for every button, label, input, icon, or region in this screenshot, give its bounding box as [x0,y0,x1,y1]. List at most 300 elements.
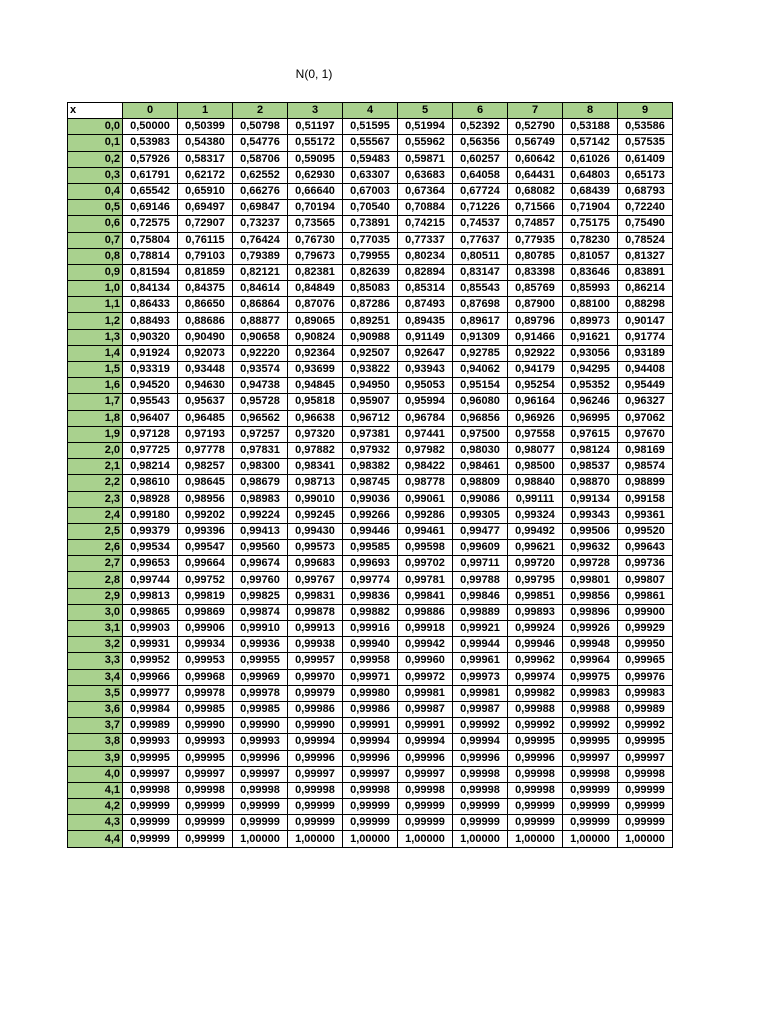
value-cell[interactable]: 0,99975 [563,669,618,685]
row-header-cell[interactable]: 3,3 [68,653,123,669]
value-cell[interactable]: 0,72575 [123,216,178,232]
value-cell[interactable]: 0,99991 [343,718,398,734]
value-cell[interactable]: 0,99983 [618,685,673,701]
row-header-cell[interactable]: 0,4 [68,183,123,199]
value-cell[interactable]: 0,99774 [343,572,398,588]
value-cell[interactable]: 0,99996 [343,750,398,766]
value-cell[interactable]: 0,99982 [508,685,563,701]
value-cell[interactable]: 0,99918 [398,621,453,637]
value-cell[interactable]: 0,98899 [618,475,673,491]
value-cell[interactable]: 0,99993 [233,734,288,750]
value-cell[interactable]: 0,99305 [453,507,508,523]
value-cell[interactable]: 0,99973 [453,669,508,685]
value-cell[interactable]: 0,98077 [508,442,563,458]
value-cell[interactable]: 0,99180 [123,507,178,523]
value-cell[interactable]: 0,68439 [563,183,618,199]
value-cell[interactable]: 0,99010 [288,491,343,507]
value-cell[interactable]: 0,99896 [563,604,618,620]
value-cell[interactable]: 0,82894 [398,264,453,280]
value-cell[interactable]: 0,99998 [453,766,508,782]
value-cell[interactable]: 0,99995 [178,750,233,766]
value-cell[interactable]: 0,70194 [288,200,343,216]
value-cell[interactable]: 0,61791 [123,167,178,183]
value-cell[interactable]: 0,99086 [453,491,508,507]
value-cell[interactable]: 0,67003 [343,183,398,199]
value-cell[interactable]: 0,68793 [618,183,673,199]
value-cell[interactable]: 0,71226 [453,200,508,216]
value-cell[interactable]: 0,86214 [618,281,673,297]
value-cell[interactable]: 0,97982 [398,442,453,458]
value-cell[interactable]: 0,99996 [453,750,508,766]
value-cell[interactable]: 0,97558 [508,426,563,442]
value-cell[interactable]: 0,99846 [453,588,508,604]
value-cell[interactable]: 0,78814 [123,248,178,264]
row-header-cell[interactable]: 2,5 [68,523,123,539]
value-cell[interactable]: 0,99998 [508,782,563,798]
value-cell[interactable]: 0,97320 [288,426,343,442]
row-header-cell[interactable]: 1,3 [68,329,123,345]
value-cell[interactable]: 0,89435 [398,313,453,329]
value-cell[interactable]: 0,93319 [123,362,178,378]
value-cell[interactable]: 0,64058 [453,167,508,183]
value-cell[interactable]: 0,86433 [123,297,178,313]
value-cell[interactable]: 0,79955 [343,248,398,264]
value-cell[interactable]: 0,85543 [453,281,508,297]
value-cell[interactable]: 0,99958 [343,653,398,669]
value-cell[interactable]: 0,99992 [618,718,673,734]
value-cell[interactable]: 0,95449 [618,378,673,394]
value-cell[interactable]: 0,94630 [178,378,233,394]
value-cell[interactable]: 0,99728 [563,556,618,572]
value-cell[interactable]: 0,97932 [343,442,398,458]
value-cell[interactable]: 0,92507 [343,345,398,361]
value-cell[interactable]: 0,98956 [178,491,233,507]
value-cell[interactable]: 0,72907 [178,216,233,232]
value-cell[interactable]: 0,99720 [508,556,563,572]
value-cell[interactable]: 0,87900 [508,297,563,313]
value-cell[interactable]: 0,99992 [563,718,618,734]
value-cell[interactable]: 0,52392 [453,119,508,135]
value-cell[interactable]: 0,99992 [453,718,508,734]
value-cell[interactable]: 0,98840 [508,475,563,491]
row-header-cell[interactable]: 1,8 [68,410,123,426]
value-cell[interactable]: 0,93574 [233,362,288,378]
value-cell[interactable]: 0,99461 [398,523,453,539]
value-cell[interactable]: 0,99851 [508,588,563,604]
value-cell[interactable]: 0,83646 [563,264,618,280]
value-cell[interactable]: 0,90658 [233,329,288,345]
value-cell[interactable]: 0,85993 [563,281,618,297]
column-header[interactable]: 1 [178,103,233,119]
row-header-cell[interactable]: 4,4 [68,831,123,847]
value-cell[interactable]: 0,77637 [453,232,508,248]
value-cell[interactable]: 0,99903 [123,621,178,637]
column-header[interactable]: 6 [453,103,508,119]
row-header-cell[interactable]: 2,8 [68,572,123,588]
value-cell[interactable]: 0,99664 [178,556,233,572]
value-cell[interactable]: 0,95728 [233,394,288,410]
value-cell[interactable]: 0,96485 [178,410,233,426]
value-cell[interactable]: 0,94738 [233,378,288,394]
value-cell[interactable]: 0,99913 [288,621,343,637]
value-cell[interactable]: 0,99343 [563,507,618,523]
value-cell[interactable]: 0,81327 [618,248,673,264]
value-cell[interactable]: 1,00000 [233,831,288,847]
value-cell[interactable]: 0,98500 [508,459,563,475]
value-cell[interactable]: 0,98870 [563,475,618,491]
value-cell[interactable]: 0,99653 [123,556,178,572]
value-cell[interactable]: 0,55567 [343,135,398,151]
value-cell[interactable]: 0,53586 [618,119,673,135]
value-cell[interactable]: 0,61026 [563,151,618,167]
value-cell[interactable]: 0,93822 [343,362,398,378]
value-cell[interactable]: 0,99492 [508,523,563,539]
value-cell[interactable]: 0,76730 [288,232,343,248]
value-cell[interactable]: 0,87493 [398,297,453,313]
row-header-cell[interactable]: 0,1 [68,135,123,151]
value-cell[interactable]: 0,99573 [288,540,343,556]
value-cell[interactable]: 0,98382 [343,459,398,475]
value-cell[interactable]: 0,71904 [563,200,618,216]
value-cell[interactable]: 0,99534 [123,540,178,556]
value-cell[interactable]: 0,97441 [398,426,453,442]
value-cell[interactable]: 0,99865 [123,604,178,620]
row-header-cell[interactable]: 1,5 [68,362,123,378]
value-cell[interactable]: 1,00000 [508,831,563,847]
value-cell[interactable]: 0,69146 [123,200,178,216]
value-cell[interactable]: 0,95637 [178,394,233,410]
value-cell[interactable]: 0,99998 [508,766,563,782]
value-cell[interactable]: 0,83398 [508,264,563,280]
row-header-cell[interactable]: 3,0 [68,604,123,620]
value-cell[interactable]: 0,99971 [343,669,398,685]
value-cell[interactable]: 0,79103 [178,248,233,264]
value-cell[interactable]: 0,99995 [618,734,673,750]
value-cell[interactable]: 0,99506 [563,523,618,539]
value-cell[interactable]: 0,53188 [563,119,618,135]
value-cell[interactable]: 0,99946 [508,637,563,653]
value-cell[interactable]: 0,98745 [343,475,398,491]
value-cell[interactable]: 0,57535 [618,135,673,151]
value-cell[interactable]: 0,99430 [288,523,343,539]
row-header-cell[interactable]: 3,8 [68,734,123,750]
value-cell[interactable]: 0,81594 [123,264,178,280]
value-cell[interactable]: 0,99910 [233,621,288,637]
value-cell[interactable]: 0,99936 [233,637,288,653]
value-cell[interactable]: 0,91466 [508,329,563,345]
value-cell[interactable]: 0,99643 [618,540,673,556]
value-cell[interactable]: 0,78230 [563,232,618,248]
value-cell[interactable]: 0,78524 [618,232,673,248]
row-header-cell[interactable]: 3,9 [68,750,123,766]
value-cell[interactable]: 0,52790 [508,119,563,135]
value-cell[interactable]: 1,00000 [288,831,343,847]
value-cell[interactable]: 0,99760 [233,572,288,588]
value-cell[interactable]: 0,88100 [563,297,618,313]
value-cell[interactable]: 0,98461 [453,459,508,475]
value-cell[interactable]: 0,99964 [563,653,618,669]
value-cell[interactable]: 0,99736 [618,556,673,572]
value-cell[interactable]: 0,94062 [453,362,508,378]
value-cell[interactable]: 0,94179 [508,362,563,378]
value-cell[interactable]: 0,99986 [288,701,343,717]
value-cell[interactable]: 0,96327 [618,394,673,410]
value-cell[interactable]: 0,98574 [618,459,673,475]
value-cell[interactable]: 0,99111 [508,491,563,507]
value-cell[interactable]: 0,99996 [508,750,563,766]
value-cell[interactable]: 0,62172 [178,167,233,183]
value-cell[interactable]: 0,99972 [398,669,453,685]
value-cell[interactable]: 0,99993 [178,734,233,750]
value-cell[interactable]: 0,94520 [123,378,178,394]
value-cell[interactable]: 0,79389 [233,248,288,264]
value-cell[interactable]: 0,98124 [563,442,618,458]
value-cell[interactable]: 0,88493 [123,313,178,329]
value-cell[interactable]: 0,68082 [508,183,563,199]
value-cell[interactable]: 0,96712 [343,410,398,426]
value-cell[interactable]: 0,96638 [288,410,343,426]
row-header-cell[interactable]: 0,7 [68,232,123,248]
value-cell[interactable]: 0,99446 [343,523,398,539]
value-cell[interactable]: 0,75175 [563,216,618,232]
value-cell[interactable]: 0,99997 [233,766,288,782]
row-header-cell[interactable]: 2,0 [68,442,123,458]
value-cell[interactable]: 0,99999 [233,815,288,831]
value-cell[interactable]: 0,98610 [123,475,178,491]
value-cell[interactable]: 0,87076 [288,297,343,313]
value-cell[interactable]: 0,75804 [123,232,178,248]
value-cell[interactable]: 0,99781 [398,572,453,588]
value-cell[interactable]: 0,99999 [618,799,673,815]
value-cell[interactable]: 0,99952 [123,653,178,669]
value-cell[interactable]: 0,99998 [233,782,288,798]
value-cell[interactable]: 0,99520 [618,523,673,539]
value-cell[interactable]: 0,57142 [563,135,618,151]
value-cell[interactable]: 0,96407 [123,410,178,426]
value-cell[interactable]: 0,99940 [343,637,398,653]
row-header-cell[interactable]: 2,6 [68,540,123,556]
value-cell[interactable]: 0,99878 [288,604,343,620]
value-cell[interactable]: 0,99711 [453,556,508,572]
value-cell[interactable]: 0,99813 [123,588,178,604]
value-cell[interactable]: 0,99994 [288,734,343,750]
value-cell[interactable]: 0,96562 [233,410,288,426]
value-cell[interactable]: 0,99801 [563,572,618,588]
value-cell[interactable]: 0,56356 [453,135,508,151]
value-cell[interactable]: 0,99683 [288,556,343,572]
row-header-cell[interactable]: 1,1 [68,297,123,313]
row-header-cell[interactable]: 0,0 [68,119,123,135]
value-cell[interactable]: 0,99998 [563,766,618,782]
value-cell[interactable]: 0,89251 [343,313,398,329]
value-cell[interactable]: 0,94295 [563,362,618,378]
column-header[interactable]: 4 [343,103,398,119]
value-cell[interactable]: 0,90490 [178,329,233,345]
value-cell[interactable]: 0,64431 [508,167,563,183]
value-cell[interactable]: 0,99999 [178,799,233,815]
value-cell[interactable]: 0,99752 [178,572,233,588]
row-header-cell[interactable]: 0,6 [68,216,123,232]
value-cell[interactable]: 0,95053 [398,378,453,394]
value-cell[interactable]: 0,97778 [178,442,233,458]
value-cell[interactable]: 0,96856 [453,410,508,426]
value-cell[interactable]: 0,86864 [233,297,288,313]
value-cell[interactable]: 0,99999 [453,799,508,815]
value-cell[interactable]: 0,99926 [563,621,618,637]
value-cell[interactable]: 0,82639 [343,264,398,280]
value-cell[interactable]: 0,75490 [618,216,673,232]
value-cell[interactable]: 0,55962 [398,135,453,151]
value-cell[interactable]: 0,99988 [508,701,563,717]
value-cell[interactable]: 0,99934 [178,637,233,653]
value-cell[interactable]: 0,98257 [178,459,233,475]
value-cell[interactable]: 0,95907 [343,394,398,410]
value-cell[interactable]: 0,99999 [178,831,233,847]
value-cell[interactable]: 0,98645 [178,475,233,491]
value-cell[interactable]: 0,99999 [343,799,398,815]
value-cell[interactable]: 0,99819 [178,588,233,604]
value-cell[interactable]: 0,99924 [508,621,563,637]
value-cell[interactable]: 0,93448 [178,362,233,378]
row-header-cell[interactable]: 4,2 [68,799,123,815]
value-cell[interactable]: 0,67364 [398,183,453,199]
value-cell[interactable]: 0,99986 [343,701,398,717]
row-header-cell[interactable]: 1,6 [68,378,123,394]
value-cell[interactable]: 0,99036 [343,491,398,507]
column-header[interactable]: 7 [508,103,563,119]
value-cell[interactable]: 0,99929 [618,621,673,637]
value-cell[interactable]: 0,99942 [398,637,453,653]
value-cell[interactable]: 0,99916 [343,621,398,637]
value-cell[interactable]: 0,50798 [233,119,288,135]
value-cell[interactable]: 0,98713 [288,475,343,491]
value-cell[interactable]: 0,98679 [233,475,288,491]
value-cell[interactable]: 0,99997 [123,766,178,782]
value-cell[interactable]: 0,99999 [563,815,618,831]
row-header-cell[interactable]: 4,1 [68,782,123,798]
value-cell[interactable]: 0,57926 [123,151,178,167]
value-cell[interactable]: 0,97257 [233,426,288,442]
value-cell[interactable]: 0,99955 [233,653,288,669]
value-cell[interactable]: 0,99999 [618,815,673,831]
value-cell[interactable]: 0,98422 [398,459,453,475]
value-cell[interactable]: 0,97193 [178,426,233,442]
row-header-cell[interactable]: 0,3 [68,167,123,183]
value-cell[interactable]: 0,81859 [178,264,233,280]
value-cell[interactable]: 0,53983 [123,135,178,151]
value-cell[interactable]: 0,99997 [343,766,398,782]
value-cell[interactable]: 0,84375 [178,281,233,297]
value-cell[interactable]: 0,91149 [398,329,453,345]
row-header-cell[interactable]: 2,7 [68,556,123,572]
value-cell[interactable]: 0,79673 [288,248,343,264]
value-cell[interactable]: 0,98300 [233,459,288,475]
corner-cell[interactable]: x [68,103,123,119]
value-cell[interactable]: 0,82121 [233,264,288,280]
value-cell[interactable]: 0,99874 [233,604,288,620]
value-cell[interactable]: 0,95154 [453,378,508,394]
value-cell[interactable]: 0,70884 [398,200,453,216]
value-cell[interactable]: 0,89617 [453,313,508,329]
value-cell[interactable]: 0,99998 [398,782,453,798]
value-cell[interactable]: 0,99997 [288,766,343,782]
value-cell[interactable]: 0,99999 [123,799,178,815]
value-cell[interactable]: 0,99992 [508,718,563,734]
row-header-cell[interactable]: 2,9 [68,588,123,604]
value-cell[interactable]: 0,84134 [123,281,178,297]
value-cell[interactable]: 0,62930 [288,167,343,183]
row-header-cell[interactable]: 2,4 [68,507,123,523]
value-cell[interactable]: 0,99999 [123,815,178,831]
value-cell[interactable]: 0,88877 [233,313,288,329]
value-cell[interactable]: 0,72240 [618,200,673,216]
value-cell[interactable]: 0,99994 [398,734,453,750]
value-cell[interactable]: 0,99999 [453,815,508,831]
value-cell[interactable]: 0,99977 [123,685,178,701]
value-cell[interactable]: 0,99962 [508,653,563,669]
value-cell[interactable]: 0,83891 [618,264,673,280]
value-cell[interactable]: 0,88686 [178,313,233,329]
value-cell[interactable]: 0,91924 [123,345,178,361]
value-cell[interactable]: 0,99134 [563,491,618,507]
value-cell[interactable]: 0,99921 [453,621,508,637]
value-cell[interactable]: 0,95818 [288,394,343,410]
value-cell[interactable]: 0,90320 [123,329,178,345]
value-cell[interactable]: 0,91774 [618,329,673,345]
value-cell[interactable]: 0,77337 [398,232,453,248]
column-header[interactable]: 9 [618,103,673,119]
value-cell[interactable]: 0,99632 [563,540,618,556]
value-cell[interactable]: 0,99983 [563,685,618,701]
value-cell[interactable]: 0,85083 [343,281,398,297]
value-cell[interactable]: 0,99987 [398,701,453,717]
value-cell[interactable]: 0,90824 [288,329,343,345]
value-cell[interactable]: 0,96246 [563,394,618,410]
value-cell[interactable]: 0,67724 [453,183,508,199]
value-cell[interactable]: 0,80511 [453,248,508,264]
value-cell[interactable]: 0,93943 [398,362,453,378]
value-cell[interactable]: 0,99981 [453,685,508,701]
value-cell[interactable]: 0,99621 [508,540,563,556]
value-cell[interactable]: 0,99994 [343,734,398,750]
value-cell[interactable]: 0,54380 [178,135,233,151]
value-cell[interactable]: 0,98537 [563,459,618,475]
value-cell[interactable]: 0,99413 [233,523,288,539]
value-cell[interactable]: 0,99999 [123,831,178,847]
row-header-cell[interactable]: 2,3 [68,491,123,507]
column-header[interactable]: 8 [563,103,618,119]
value-cell[interactable]: 0,99948 [563,637,618,653]
value-cell[interactable]: 0,99286 [398,507,453,523]
value-cell[interactable]: 0,55172 [288,135,343,151]
value-cell[interactable]: 0,99841 [398,588,453,604]
value-cell[interactable]: 0,64803 [563,167,618,183]
value-cell[interactable]: 0,99061 [398,491,453,507]
value-cell[interactable]: 0,99974 [508,669,563,685]
value-cell[interactable]: 0,99598 [398,540,453,556]
value-cell[interactable]: 0,91621 [563,329,618,345]
value-cell[interactable]: 0,99999 [343,815,398,831]
value-cell[interactable]: 0,89796 [508,313,563,329]
value-cell[interactable]: 0,99998 [453,782,508,798]
value-cell[interactable]: 0,99158 [618,491,673,507]
value-cell[interactable]: 0,99245 [288,507,343,523]
value-cell[interactable]: 0,74857 [508,216,563,232]
row-header-cell[interactable]: 1,7 [68,394,123,410]
row-header-cell[interactable]: 1,9 [68,426,123,442]
value-cell[interactable]: 0,97831 [233,442,288,458]
value-cell[interactable]: 0,97882 [288,442,343,458]
